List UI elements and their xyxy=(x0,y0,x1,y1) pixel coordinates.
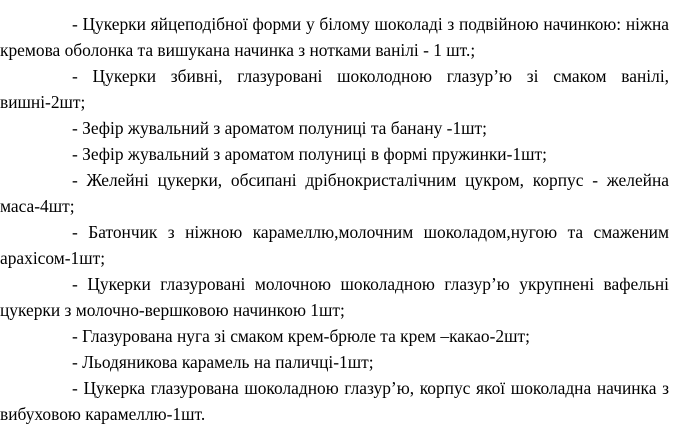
list-item: - Цукерка глазурована шоколадною глазур’ю, корпус якої шоколадна начинка з вибуховою карамеллю-1шт. xyxy=(0,378,669,424)
list-item: - Цукерки яйцеподібної форми у білому шоколаді з подвійною начинкою: ніжна кремова оболонка та вишукана начинка з нотками ванілі - 1 шт.; xyxy=(0,14,669,60)
list-item: - Зефір жувальний з ароматом полуниці та банану -1шт; xyxy=(72,118,487,138)
list-item: - Батончик з ніжною карамеллю,молочним шоколадом,нугою та смаженим арахісом-1шт; xyxy=(0,222,669,268)
list-item: - Цукерки збивні, глазуровані шоколодною глазур’ю зі смаком ванілі, вишні-2шт; xyxy=(0,66,669,112)
list-item: - Льодяникова карамель на паличці-1шт; xyxy=(72,352,374,372)
list-item: - Глазурована нуга зі смаком крем-брюле та крем –какао-2шт; xyxy=(72,326,530,346)
list-item: - Желейні цукерки, обсипані дрібнокристалічним цукром, корпус - желейна маса-4шт; xyxy=(0,170,669,216)
list-item: - Зефір жувальний з ароматом полуниці в формі пружинки-1шт; xyxy=(72,144,547,164)
list-item: - Цукерки глазуровані молочною шоколадною глазур’ю укрупнені вафельні цукерки з молочно-вершковою начинкою 1шт; xyxy=(0,274,669,320)
